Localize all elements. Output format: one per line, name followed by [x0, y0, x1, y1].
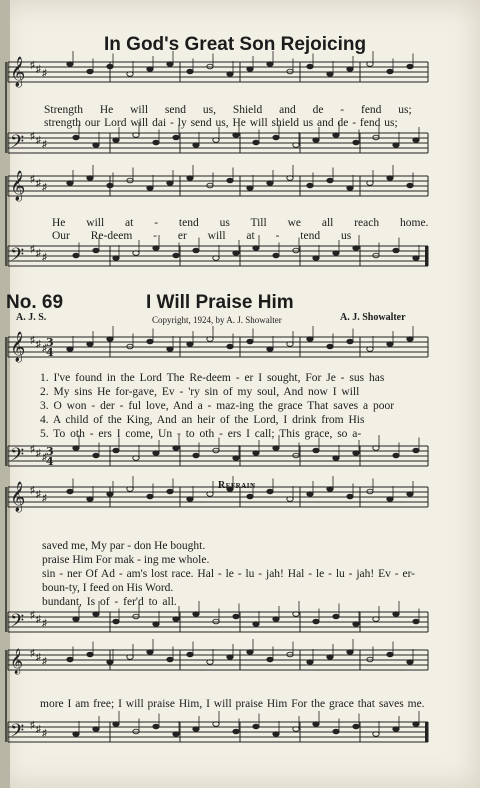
note-head: [207, 183, 213, 188]
verse-ending-4: boun-ty, I feed on His Word.: [42, 582, 174, 594]
note-head: [347, 650, 353, 655]
note-head: [227, 655, 233, 660]
note-head: [273, 135, 279, 140]
note-head: [253, 622, 259, 627]
note-head: [347, 494, 353, 499]
note-head: [67, 489, 73, 494]
note-head: [407, 492, 413, 497]
note-head: [207, 64, 213, 69]
note-head: [267, 347, 273, 352]
note-head: [73, 446, 79, 451]
treble-clef-icon: 𝄞: [10, 57, 26, 87]
note-head: [107, 183, 113, 188]
sharp-icon: ♯: [30, 720, 35, 731]
note-head: [307, 660, 313, 665]
note-head: [393, 727, 399, 732]
note-head: [127, 344, 133, 349]
sharp-icon: ♯: [36, 248, 41, 259]
staff: [8, 639, 428, 674]
note-head: [387, 176, 393, 181]
note-head: [233, 456, 239, 461]
note-head: [133, 729, 139, 734]
note-head: [273, 617, 279, 622]
treble-clef-icon: 𝄞: [10, 171, 26, 201]
author-initials: A. J. S.: [16, 312, 47, 323]
note-head: [353, 724, 359, 729]
note-head: [73, 617, 79, 622]
note-head: [193, 453, 199, 458]
note-head: [407, 183, 413, 188]
note-head: [93, 612, 99, 617]
note-head: [247, 186, 253, 191]
note-head: [193, 248, 199, 253]
note-head: [247, 339, 253, 344]
note-head: [393, 248, 399, 253]
note-head: [353, 140, 359, 145]
note-head: [333, 133, 339, 138]
note-head: [353, 451, 359, 456]
note-head: [193, 612, 199, 617]
sharp-icon: ♯: [42, 728, 47, 739]
note-head: [327, 178, 333, 183]
note-head: [153, 140, 159, 145]
sharp-icon: ♯: [30, 174, 35, 185]
sharp-icon: ♯: [36, 489, 41, 500]
sharp-icon: ♯: [30, 648, 35, 659]
note-head: [167, 489, 173, 494]
sharp-icon: ♯: [36, 64, 41, 75]
note-head: [333, 614, 339, 619]
note-head: [227, 72, 233, 77]
note-head: [307, 183, 313, 188]
note-head: [393, 143, 399, 148]
time-signature-digit: 4: [46, 346, 54, 359]
note-head: [107, 492, 113, 497]
note-head: [373, 135, 379, 140]
note-head: [187, 176, 193, 181]
bass-clef-icon: 𝄢: [10, 445, 25, 470]
note-head: [287, 652, 293, 657]
note-head: [187, 652, 193, 657]
refrain-lyric: more I am free; I will praise Him, I will praise Him For the grace that saves me.: [40, 698, 425, 710]
staff: [8, 435, 428, 470]
note-head: [367, 657, 373, 662]
note-head: [227, 178, 233, 183]
note-head: [413, 256, 419, 261]
note-head: [313, 256, 319, 261]
note-head: [153, 622, 159, 627]
verse-1: 1. I've found in the Lord The Re-deem - er I sought, For Je - sus has: [40, 372, 385, 384]
time-signature-digit: 4: [46, 455, 54, 468]
note-head: [293, 248, 299, 253]
note-head: [267, 657, 273, 662]
note-head: [93, 727, 99, 732]
sharp-icon: ♯: [42, 182, 47, 193]
note-head: [73, 732, 79, 737]
note-head: [167, 181, 173, 186]
note-head: [87, 69, 93, 74]
note-head: [67, 347, 73, 352]
note-head: [193, 727, 199, 732]
note-head: [313, 722, 319, 727]
staff: [8, 51, 428, 88]
note-head: [73, 135, 79, 140]
note-head: [413, 138, 419, 143]
note-head: [307, 64, 313, 69]
note-head: [173, 253, 179, 258]
top-lyric-line-2: strength our Lord will dai - ly send us, He will shield us and de - fend us;: [44, 117, 398, 129]
sharp-icon: ♯: [36, 724, 41, 735]
top-hymn-title: In God's Great Son Rejoicing: [104, 34, 367, 55]
note-head: [227, 344, 233, 349]
note-head: [347, 186, 353, 191]
note-head: [413, 448, 419, 453]
refrain-label: Refrain: [218, 480, 256, 491]
note-head: [267, 62, 273, 67]
top-lyric-line-4: Our Re-deem - er will at - tend us: [52, 230, 352, 242]
note-head: [253, 246, 259, 251]
composer: A. J. Showalter: [340, 312, 406, 323]
note-head: [187, 69, 193, 74]
note-head: [113, 138, 119, 143]
note-head: [387, 497, 393, 502]
copyright-notice: Copyright, 1924, by A. J. Showalter: [152, 315, 282, 325]
note-head: [87, 342, 93, 347]
note-head: [187, 497, 193, 502]
note-head: [327, 344, 333, 349]
note-head: [233, 251, 239, 256]
note-head: [327, 487, 333, 492]
time-signature-digit: 3: [46, 336, 54, 349]
sharp-icon: ♯: [30, 335, 35, 346]
note-head: [367, 489, 373, 494]
note-head: [407, 660, 413, 665]
note-head: [327, 655, 333, 660]
sharp-icon: ♯: [42, 252, 47, 263]
sharp-icon: ♯: [36, 339, 41, 350]
note-head: [107, 64, 113, 69]
note-head: [107, 337, 113, 342]
note-head: [153, 451, 159, 456]
note-head: [253, 724, 259, 729]
note-head: [353, 622, 359, 627]
note-head: [273, 446, 279, 451]
note-head: [393, 612, 399, 617]
note-head: [113, 619, 119, 624]
note-head: [93, 248, 99, 253]
note-head: [167, 657, 173, 662]
treble-clef-icon: 𝄞: [10, 332, 26, 362]
sharp-icon: ♯: [36, 135, 41, 146]
sharp-icon: ♯: [42, 656, 47, 667]
note-head: [213, 619, 219, 624]
note-head: [147, 67, 153, 72]
verse-2: 2. My sins He for-gave, Ev - 'ry sin of my soul, And now I will: [40, 386, 360, 398]
verse-ending-1: saved me, My par - don He bought.: [42, 540, 206, 552]
sharp-icon: ♯: [42, 343, 47, 354]
note-head: [113, 256, 119, 261]
note-head: [113, 448, 119, 453]
note-head: [187, 342, 193, 347]
bass-clef-icon: 𝄢: [10, 245, 25, 270]
note-head: [333, 456, 339, 461]
note-head: [407, 337, 413, 342]
note-head: [333, 729, 339, 734]
note-head: [247, 67, 253, 72]
note-head: [147, 186, 153, 191]
note-head: [127, 178, 133, 183]
sharp-icon: ♯: [36, 652, 41, 663]
treble-clef-icon: 𝄞: [10, 649, 24, 674]
sharp-icon: ♯: [42, 452, 47, 463]
sharp-icon: ♯: [30, 485, 35, 496]
note-head: [173, 617, 179, 622]
note-head: [107, 660, 113, 665]
note-head: [213, 448, 219, 453]
note-head: [267, 489, 273, 494]
staff: [8, 711, 428, 746]
staff: [8, 326, 428, 363]
note-head: [93, 453, 99, 458]
note-head: [393, 453, 399, 458]
note-head: [313, 138, 319, 143]
note-head: [167, 62, 173, 67]
note-head: [153, 724, 159, 729]
bass-clef-icon: 𝄢: [10, 611, 25, 636]
note-head: [147, 650, 153, 655]
sharp-icon: ♯: [36, 448, 41, 459]
time-signature-digit: 3: [46, 445, 54, 458]
note-head: [87, 497, 93, 502]
note-head: [93, 143, 99, 148]
note-head: [273, 253, 279, 258]
note-head: [267, 181, 273, 186]
note-head: [413, 722, 419, 727]
note-head: [67, 62, 73, 67]
note-head: [87, 652, 93, 657]
note-head: [307, 492, 313, 497]
verse-ending-3: sin - ner Of Ad - am's lost race. Hal - le - lu - jah! Hal - le - lu - jah! Ev - er-: [42, 568, 415, 580]
note-head: [193, 143, 199, 148]
note-head: [133, 614, 139, 619]
note-head: [173, 732, 179, 737]
note-head: [253, 451, 259, 456]
bass-clef-icon: 𝄢: [10, 721, 25, 746]
sharp-icon: ♯: [42, 618, 47, 629]
note-head: [387, 342, 393, 347]
sharp-icon: ♯: [30, 60, 35, 71]
note-head: [233, 133, 239, 138]
verse-3: 3. O won - der - ful love, And a - maz-ing the grace That saves a poor: [40, 400, 395, 412]
note-head: [333, 251, 339, 256]
top-lyric-line-3: He will at - tend us Till we all reach home.: [52, 217, 429, 229]
note-head: [153, 246, 159, 251]
note-head: [353, 246, 359, 251]
note-head: [167, 347, 173, 352]
treble-clef-icon: 𝄞: [10, 482, 26, 512]
note-head: [247, 650, 253, 655]
note-head: [67, 181, 73, 186]
note-head: [307, 337, 313, 342]
staff: [8, 165, 428, 202]
verse-ending-5: bundant, Is of - fer'd to all.: [42, 596, 177, 608]
hymn-title: I Will Praise Him: [146, 292, 294, 313]
note-head: [347, 339, 353, 344]
hymn-number: No. 69: [6, 292, 64, 313]
note-head: [73, 253, 79, 258]
note-head: [387, 652, 393, 657]
note-head: [233, 729, 239, 734]
note-head: [273, 732, 279, 737]
note-head: [233, 614, 239, 619]
note-head: [293, 453, 299, 458]
note-head: [173, 135, 179, 140]
sharp-icon: ♯: [30, 444, 35, 455]
verse-ending-2: praise Him For mak - ing me whole.: [42, 554, 210, 566]
note-head: [147, 339, 153, 344]
bass-clef-icon: 𝄢: [10, 132, 25, 157]
note-head: [313, 448, 319, 453]
note-head: [113, 722, 119, 727]
note-head: [287, 69, 293, 74]
note-head: [327, 72, 333, 77]
note-head: [87, 176, 93, 181]
note-head: [407, 64, 413, 69]
sharp-icon: ♯: [36, 178, 41, 189]
sharp-icon: ♯: [36, 614, 41, 625]
note-head: [387, 69, 393, 74]
note-head: [253, 140, 259, 145]
sharp-icon: ♯: [42, 493, 47, 504]
note-head: [347, 67, 353, 72]
sharp-icon: ♯: [30, 610, 35, 621]
note-head: [313, 619, 319, 624]
sharp-icon: ♯: [30, 131, 35, 142]
verse-4: 4. A child of the King, And an heir of the Lord, I drink from His: [40, 414, 365, 426]
sharp-icon: ♯: [30, 244, 35, 255]
note-head: [247, 494, 253, 499]
sharp-icon: ♯: [42, 68, 47, 79]
top-lyric-line-1: Strength He will send us, Shield and de - fend us;: [44, 104, 412, 116]
sharp-icon: ♯: [42, 139, 47, 150]
note-head: [147, 494, 153, 499]
note-head: [413, 619, 419, 624]
note-head: [173, 446, 179, 451]
note-head: [67, 657, 73, 662]
note-head: [373, 253, 379, 258]
verse-5: 5. To oth - ers I come, Un - to oth - ers I call; This grace, so a-: [40, 428, 362, 440]
